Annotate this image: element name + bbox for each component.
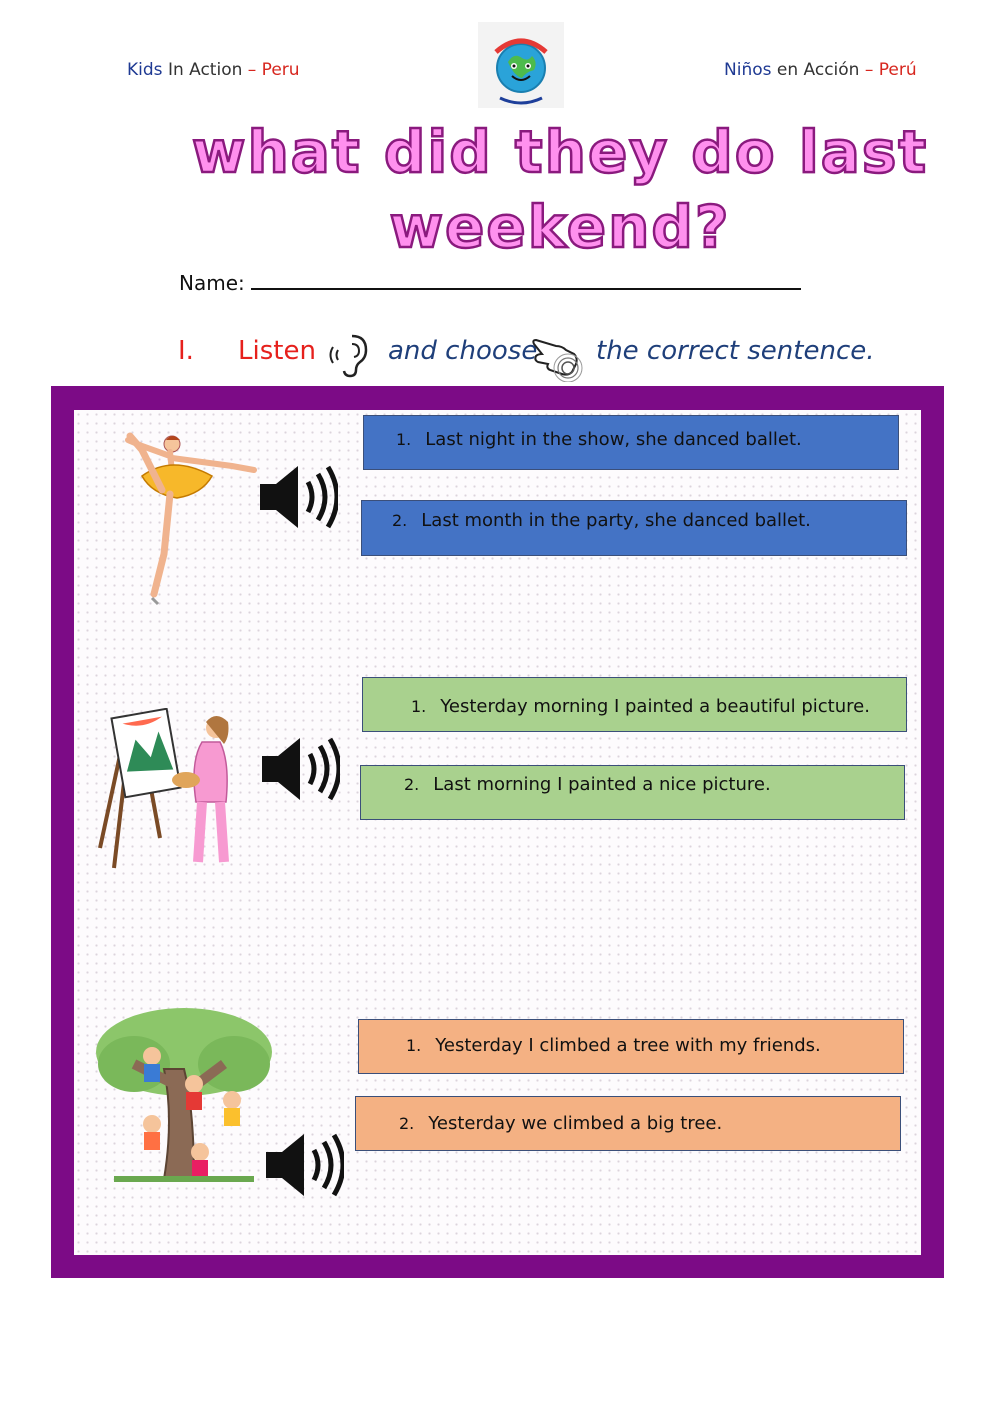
painter-picture bbox=[98, 708, 238, 873]
question2-option2[interactable] bbox=[360, 765, 905, 820]
worksheet-title-line2: weekend? bbox=[389, 193, 731, 261]
option-text: Last morning I painted a nice picture. bbox=[433, 774, 771, 795]
tree-climbing-picture bbox=[94, 1004, 274, 1184]
header-right bbox=[724, 60, 917, 80]
option-number: 2. bbox=[399, 1114, 415, 1133]
question3-option2[interactable] bbox=[355, 1096, 901, 1151]
question2-option1[interactable] bbox=[362, 677, 907, 732]
question1-option2[interactable] bbox=[361, 500, 907, 556]
speaker-icon[interactable] bbox=[264, 1132, 344, 1198]
ballerina-picture bbox=[112, 430, 257, 610]
instruction-and-choose: and choose bbox=[388, 336, 538, 366]
option-number: 1. bbox=[396, 430, 412, 449]
header-left bbox=[127, 60, 300, 80]
kids-in-action-logo bbox=[478, 22, 564, 108]
header-kids: Kids bbox=[127, 60, 163, 80]
worksheet-title-line1: what did they do last bbox=[191, 118, 929, 186]
section-number: I. bbox=[178, 336, 194, 366]
header-pais: – Perú bbox=[864, 60, 917, 80]
option-text: Last night in the show, she danced ballet. bbox=[425, 429, 802, 450]
ear-icon bbox=[328, 330, 372, 378]
header-country: – Peru bbox=[247, 60, 300, 80]
speaker-icon[interactable] bbox=[258, 464, 338, 530]
option-number: 2. bbox=[392, 511, 408, 530]
pointing-hand-icon bbox=[532, 326, 588, 382]
option-number: 1. bbox=[411, 697, 427, 716]
name-field[interactable] bbox=[179, 270, 801, 295]
question3-option1[interactable] bbox=[358, 1019, 904, 1074]
option-text: Yesterday morning I painted a beautiful picture. bbox=[440, 696, 870, 717]
name-label: Name: bbox=[179, 271, 245, 295]
option-text: Last month in the party, she danced ballet. bbox=[421, 510, 811, 531]
header-en-accion: en Acción bbox=[776, 60, 860, 80]
option-text: Yesterday I climbed a tree with my friends. bbox=[435, 1035, 821, 1056]
instruction-correct-sentence: the correct sentence. bbox=[596, 336, 875, 366]
option-text: Yesterday we climbed a big tree. bbox=[428, 1113, 723, 1134]
option-number: 2. bbox=[404, 775, 420, 794]
question1-option1[interactable] bbox=[363, 415, 899, 470]
header-in-action: In Action bbox=[167, 60, 243, 80]
instruction-listen: Listen bbox=[238, 336, 316, 366]
option-number: 1. bbox=[406, 1036, 422, 1055]
header-ninos: Niños bbox=[724, 60, 772, 80]
speaker-icon[interactable] bbox=[260, 736, 340, 802]
name-underline[interactable] bbox=[251, 270, 801, 290]
